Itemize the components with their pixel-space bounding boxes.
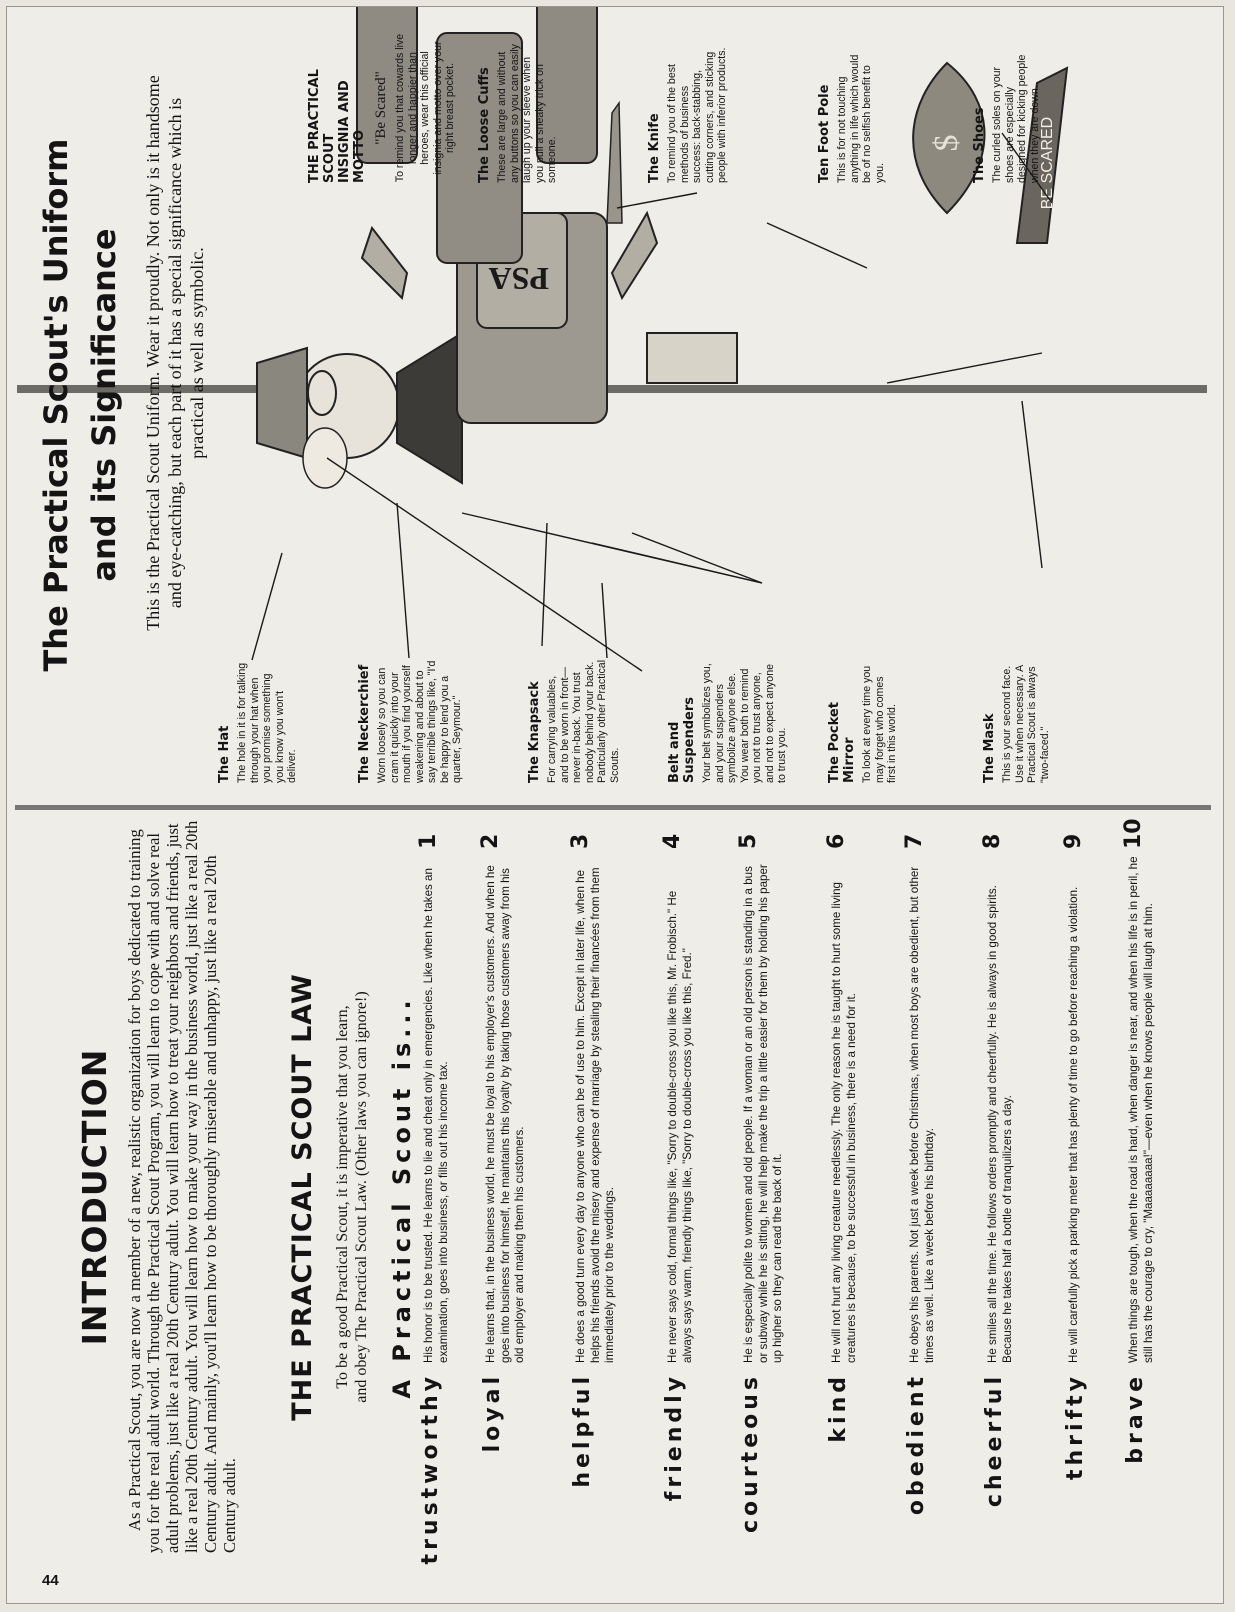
insignia-text: To remind you that cowards live longer and happier than heroes, wear this official insignia and motto over your right breast pocket. (394, 33, 456, 183)
callout-text: Your belt symbolizes you, and your suspenders symbolize anyone else. You wear both to remind you not to trust anyone, and not to expect anyone to trust you. (701, 663, 788, 783)
magazine-spread (6, 6, 1224, 1604)
law-number: 1 (416, 833, 441, 849)
law-number: 2 (478, 833, 503, 849)
law-word: obedient (904, 1373, 929, 1516)
law-text: He is especially polite to women and old people. If a woman or an old person is standing in a bus or subway while he is sitting, he will help make the trip a little easier for them by holding his paper up higher so they can read the back of it. (742, 864, 784, 1363)
uniform-intro: This is the Practical Scout Uniform. Wear it proudly. Not only is it handsome and eye-catching, but each part of it has a special significance which is practical as well as symbolic. (143, 75, 207, 631)
law-text: He does a good turn every day to anyone who can be of use to him. Except in later life, when he helps his friends avoid the misery and expense of marriage by stealing their financées from them immediately prior to the weddings. (574, 867, 616, 1363)
scout-is-heading: A Practical Scout is... (388, 995, 416, 1399)
callout-title: The Mask (982, 713, 997, 783)
callout-text: These are large and without any buttons so you can easily laugh up your sleeve when you pull a sneaky trick on someone. (496, 44, 558, 183)
law-word: courteous (738, 1373, 763, 1533)
law-text: When things are tough, when the road is hard, when danger is near, and when his life is in peril, he still has the courage to cry, "Maaaaaaaa!"—even when he knows people will laugh at him. (1127, 856, 1155, 1363)
insignia-banner: BE SCARED (1039, 116, 1056, 210)
callout-title: The Pocket Mirror (827, 702, 857, 783)
callout-text: Worn loosely so you can cram it quickly into your mouth if you find yourself weakening and about to say terrible things like, "I'd be happy to lend you a quarter, Seymour." (376, 660, 463, 783)
callout-mask (982, 658, 1051, 783)
rotated-spread (7, 7, 1223, 1603)
law-number: 7 (902, 833, 927, 849)
law-intro-line-2: and obey The Practical Scout Law. (Other laws you can ignore!) (353, 991, 370, 1403)
law-text: He never says cold, formal things like, "Sorry to double-cross you like this, Mr. Frobisch." He always says warm, friendly things like, "Sorry to double-cross you like this, Fred." (666, 890, 694, 1363)
callout-title: The Neckerchief (357, 664, 372, 783)
callout-text: To look at every time you may forget who comes first in this world. (861, 665, 898, 783)
callout-belt (667, 653, 789, 783)
mask-illustration (303, 428, 347, 488)
dollar-symbol: $ (928, 134, 965, 152)
callout-cuffs (477, 43, 559, 183)
law-text: He smiles all the time. He follows orders promptly and cheerfully. He is always in good spirits. Because he takes half a bottle of tranquilizers a day. (986, 885, 1014, 1363)
callout-title: Ten Foot Pole (817, 84, 832, 183)
scout-law-intro (333, 821, 371, 1573)
callout-title: The Loose Cuffs (477, 67, 492, 183)
knife-illustration (607, 103, 622, 223)
law-word: brave (1123, 1373, 1148, 1464)
callout-title: The Hat (217, 725, 232, 783)
law-text: He will not hurt any living creature needlessly. The only reason he is taught to hurt some living creatures is because, to be successful in business, there is a need for it. (830, 882, 858, 1363)
callout-text: For carrying valuables, and to be worn in front—never in-back. You trust nobody behind your back. Particularly other Practical Scouts. (546, 659, 621, 783)
law-intro-line-1: To be a good Practical Scout, it is imperative that you learn, (334, 1005, 351, 1389)
callout-text: The hole in it is for talking through your hat when you promise something you know you won't deliver. (236, 662, 298, 783)
callout-neckerchief (357, 658, 464, 783)
callout-shoes (972, 43, 1041, 183)
callout-knife (647, 43, 729, 183)
callout-knapsack (527, 658, 621, 783)
uniform-title-line-1: The Practical Scout's Uniform (37, 138, 75, 672)
insignia-motto: "Be Scared" (373, 71, 389, 145)
page-number: 44 (42, 1572, 59, 1589)
callout-text: To remind you of the best methods of business success: back-stabbing, cutting corners, and sticking people with inferior products. (666, 47, 728, 183)
law-word: helpful (570, 1373, 595, 1488)
law-number: 5 (736, 833, 761, 849)
callout-mirror (827, 658, 899, 783)
uniform-section (7, 7, 1223, 803)
law-text: He obeys his parents. Not just a week before Christmas, when most boys are obedient, but other times as well. Like a week before his birthday. (908, 866, 936, 1363)
law-word: thrifty (1063, 1373, 1088, 1480)
law-word: friendly (662, 1373, 687, 1502)
law-word: loyal (480, 1373, 505, 1453)
law-number: 4 (660, 833, 685, 849)
law-word: cheerful (982, 1373, 1007, 1508)
law-number: 9 (1061, 833, 1086, 849)
law-text: His honor is to be trusted. He learns to lie and cheat only in emergencies. Like when he takes an examination, goes into business, or fills out his income tax. (422, 868, 450, 1363)
callout-text: This is your second face. Use it when necessary. A Practical Scout is always "two-faced." (1001, 665, 1051, 783)
callout-title: The Knife (647, 113, 662, 183)
law-number: 3 (568, 833, 593, 849)
knapsack-label: PSA (488, 261, 549, 297)
law-number: 8 (980, 833, 1005, 849)
intro-title: INTRODUCTION (75, 1048, 114, 1346)
law-text: He learns that, in the business world, he must be loyal to his employer's customers. And when he goes into business for himself, he maintains this loyalty by taking those customers away from his old employer and making them his customers. (484, 865, 526, 1363)
callout-pole (817, 43, 886, 183)
callout-title: The Shoes (972, 107, 987, 183)
law-number: 6 (824, 833, 849, 849)
introduction-section (33, 818, 1213, 1573)
callout-hat (217, 658, 299, 783)
law-word: kind (826, 1373, 851, 1443)
callout-insignia (307, 33, 457, 183)
uniform-title-line-2: and its Significance (85, 228, 123, 582)
insignia-heading-2: INSIGNIA AND MOTTO (337, 80, 367, 183)
scout-law-title: THE PRACTICAL SCOUT LAW (287, 973, 318, 1421)
intro-body: As a Practical Scout, you are now a member of a new, realistic organization for boys dedicated to training you for the real adult world. Through the Practical Scout Program, you will learn to cope with and solve real adult problems, just like a real 20th Century adult. You will learn how to treat your neighbors and friends, just like a real 20th Century adult. You will learn how to make your way in the business world, just like a real 20th Century adult. And mainly, you'll learn how to be thoroughly miserable and unhappy, just like a real 20th Century adult. (125, 820, 239, 1553)
insignia-heading-1: THE PRACTICAL SCOUT (307, 69, 337, 183)
callout-title: The Knapsack (527, 681, 542, 783)
law-number: 10 (1121, 818, 1146, 849)
law-text: He will carefully pick a parking meter that has plenty of time to go before reaching a violation. (1067, 886, 1080, 1363)
callout-title: Belt and Suspenders (667, 696, 697, 783)
law-word: trustworthy (418, 1373, 443, 1565)
callout-text: The curled soles on your shoes are especially designed for kicking people when they are down. (991, 54, 1041, 183)
callout-text: This is for not touching anything in life which would be of no selfish benefit to you. (836, 54, 886, 183)
